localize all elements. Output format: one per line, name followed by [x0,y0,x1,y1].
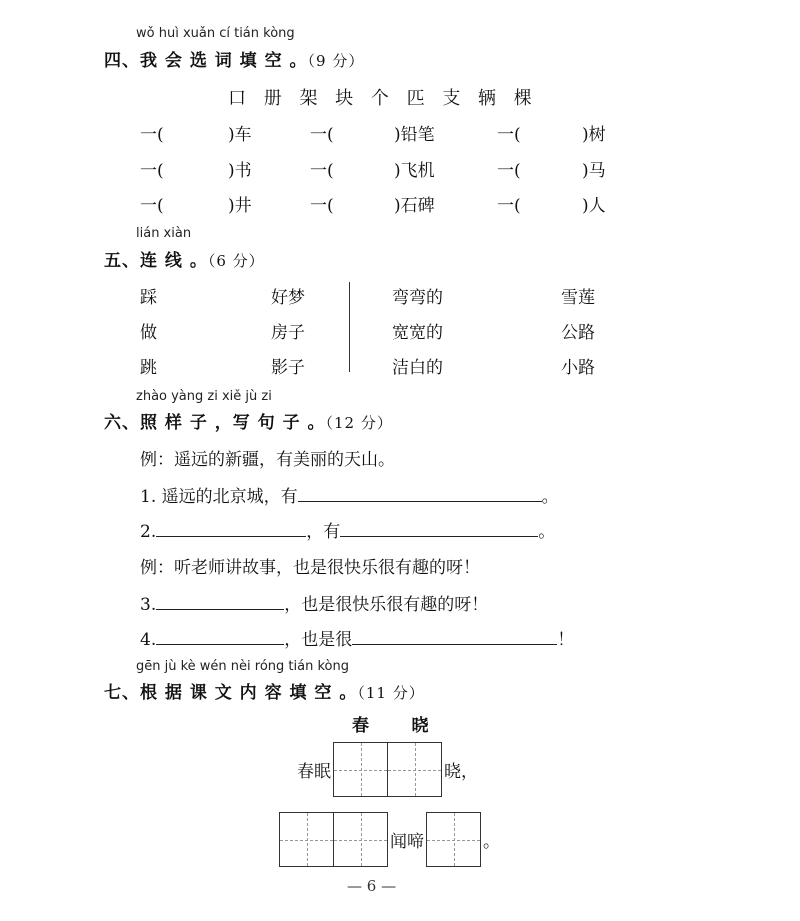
s6-q1 [140,482,559,507]
s4-pinyin: wǒ huì xuǎn cí tián kòng [136,26,295,41]
s5-title [104,246,265,271]
s6-q4-prefix: 4. [140,630,157,650]
s7-pinyin: gēn jù kè wén nèi róng tián kòng [136,659,349,674]
s4-r3-c1-open: 一( [140,196,164,216]
tianzige-box[interactable] [279,812,334,867]
s5-title-text: 五、连 线 。 [104,251,208,271]
s5-score: （6 分） [207,252,265,270]
s4-r2-c2-close: )飞机 [394,161,435,181]
s4-r1-c1-close: )车 [228,125,252,145]
s4-r3-c2-close: )石碑 [394,196,435,216]
s6-q2-blank-2[interactable] [340,518,538,537]
s5-adj-3[interactable]: 洁白的 [392,358,443,378]
s7-line1-start: 春眠 [297,762,331,782]
s4-r1-c3-close: )树 [582,125,606,145]
s4-r2-c2-open: 一( [310,161,334,181]
s7-poem-line-1 [297,742,478,797]
s4-r3-c3-close: )人 [582,196,606,216]
s5-verb-2[interactable]: 做 [140,323,157,343]
s7-line1-end: 晓， [444,762,478,782]
s4-r2-c3-close: )马 [582,161,606,181]
s4-r2-c3-open: 一( [497,161,521,181]
s6-score: （12 分） [325,414,393,432]
s5-verb-1[interactable]: 踩 [140,288,157,308]
s4-r1-c1-open: 一( [140,125,164,145]
s4-r2-c1-close: )书 [228,161,252,181]
s5-noun-right-2[interactable]: 公路 [561,323,595,343]
tianzige-box[interactable] [387,742,442,797]
s4-score: （9 分） [307,52,365,70]
s5-divider [349,282,350,372]
s7-poem-line-2 [279,812,500,867]
s6-q3-mid: ，也是很快乐很有趣的呀！ [284,595,489,615]
s6-q2-mid: ，有 [306,522,341,542]
s4-r3-c1-close: )井 [228,196,252,216]
s6-example-2: 例：听老师讲故事，也是很快乐很有趣的呀！ [140,558,480,578]
s5-verb-3[interactable]: 跳 [140,358,157,378]
s6-q4 [140,625,574,650]
s7-title [104,678,425,703]
s6-q1-blank[interactable] [298,483,542,502]
s4-word-bank: 口 册 架 块 个 匹 支 辆 棵 [228,88,538,109]
s4-r1-c3-open: 一( [497,125,521,145]
s6-q3 [140,590,488,615]
s5-adj-2[interactable]: 宽宽的 [392,323,443,343]
s6-q4-blank-1[interactable] [156,626,284,645]
s4-r3-c3-open: 一( [497,196,521,216]
s7-score: （11 分） [357,684,425,702]
s6-q3-blank[interactable] [156,591,284,610]
tianzige-box[interactable] [333,742,388,797]
s6-q4-end: ！ [557,630,575,650]
s6-q2-prefix: 2. [140,522,157,542]
s5-adj-1[interactable]: 弯弯的 [392,288,443,308]
s7-poem-title: 春 晓 [352,716,430,736]
tianzige-box[interactable] [426,812,481,867]
tianzige-box[interactable] [333,812,388,867]
s4-r3-c2-open: 一( [310,196,334,216]
s5-noun-right-1[interactable]: 雪莲 [561,288,595,308]
s6-q1-end: 。 [541,487,559,507]
s5-pinyin: lián xiàn [136,226,192,241]
s6-q3-prefix: 3. [140,595,157,615]
s5-noun-left-2[interactable]: 房子 [271,323,305,343]
page-number: — 6 — [347,877,397,895]
s4-title-text: 四、我 会 选 词 填 空 。 [104,51,308,71]
s6-title [104,408,393,433]
s6-example-1: 例：遥远的新疆，有美丽的天山。 [140,450,395,470]
s7-title-text: 七、根 据 课 文 内 容 填 空 。 [104,683,358,703]
s6-q4-blank-2[interactable] [352,626,557,645]
s5-noun-left-1[interactable]: 好梦 [271,288,305,308]
s4-r1-c2-open: 一( [310,125,334,145]
s6-title-text: 六、照 样 子 ，写 句 子 。 [104,413,326,433]
s5-noun-left-3[interactable]: 影子 [271,358,305,378]
s4-r2-c1-open: 一( [140,161,164,181]
s6-q2-blank-1[interactable] [156,518,306,537]
s6-pinyin: zhào yàng zi xiě jù zi [136,389,272,404]
s7-line2-mid: 闻啼 [390,832,424,852]
s6-q2-end: 。 [538,522,556,542]
s4-title [104,46,364,71]
s6-q4-mid: ，也是很 [284,630,353,650]
s5-noun-right-3[interactable]: 小路 [561,358,595,378]
s4-r1-c2-close: )铅笔 [394,125,435,145]
s6-q2 [140,517,555,542]
s6-q1-prefix: 1. 遥远的北京城，有 [140,487,298,507]
s7-line2-end: 。 [483,832,500,852]
